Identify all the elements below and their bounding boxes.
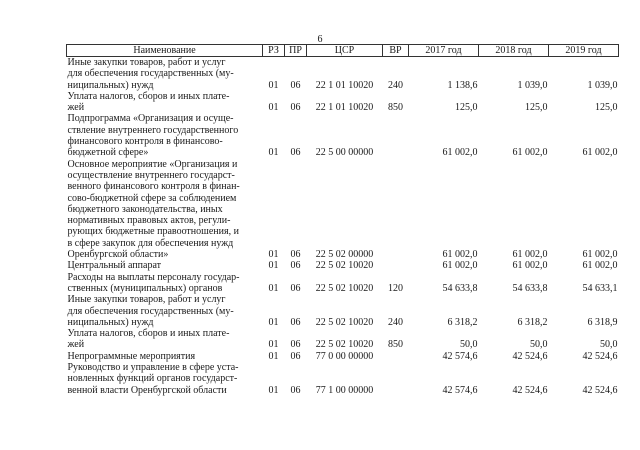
row-value-2019: 61 002,0 xyxy=(582,260,618,272)
row-value-2017: 42 574,6 xyxy=(442,384,478,396)
row-pr: 06 xyxy=(290,249,301,261)
row-pr: 06 xyxy=(290,339,301,351)
row-value-2019: 54 633,1 xyxy=(582,282,618,294)
row-value-2018: 61 002,0 xyxy=(512,249,548,261)
row-name-line: венного финансового контроля в финан- xyxy=(67,181,240,193)
row-name-line: Подпрограмма «Организация и осуще- xyxy=(67,113,234,125)
row-vr xyxy=(383,362,409,396)
row-name-cell xyxy=(67,113,263,158)
header-rz: РЗ xyxy=(263,45,285,57)
header-vr: ВР xyxy=(383,45,409,57)
header-2019: 2019 год xyxy=(549,45,619,57)
row-name-line: Основное мероприятие «Организация и xyxy=(67,158,238,170)
row-name-line: Непрограммные мероприятия xyxy=(67,350,196,362)
row-name-line: в сфере закупок для обеспечения нужд xyxy=(67,237,234,249)
table-row xyxy=(67,328,619,351)
header-2017: 2017 год xyxy=(409,45,479,57)
row-value-2019: 61 002,0 xyxy=(582,147,618,159)
table-row xyxy=(67,272,619,295)
row-name-line: ствление внутреннего государственного xyxy=(67,124,239,136)
row-value-2019: 1 039,0 xyxy=(587,79,618,91)
row-name-line: ниципальных) нужд xyxy=(67,316,154,328)
row-name-line: ственных (муниципальных) органов xyxy=(67,282,223,294)
row-name-cell xyxy=(67,57,263,91)
row-csr: 22 5 00 00000 xyxy=(315,147,374,159)
row-pr: 06 xyxy=(290,147,301,159)
row-vr xyxy=(383,113,409,158)
row-name-cell xyxy=(67,91,263,114)
table-row xyxy=(67,260,619,271)
row-name-cell xyxy=(67,294,263,328)
row-value-2019: 125,0 xyxy=(595,102,618,114)
row-value-2019: 42 524,6 xyxy=(582,384,618,396)
page-number: 6 xyxy=(317,34,323,45)
row-name-line: Иные закупки товаров, работ и услуг xyxy=(67,294,226,306)
row-name-line: венной власти Оренбургской области xyxy=(67,384,227,396)
row-name-line: Уплата налогов, сборов и иных плате- xyxy=(67,328,230,340)
row-value-2019: 61 002,0 xyxy=(582,249,618,261)
row-value-2019: 42 524,6 xyxy=(582,350,618,362)
row-name-line: бюджетного законодательства, иных xyxy=(67,203,223,215)
row-csr: 77 0 00 00000 xyxy=(315,350,374,362)
row-value-2018: 50,0 xyxy=(530,339,548,351)
row-name-cell xyxy=(67,260,263,271)
table-row xyxy=(67,294,619,328)
header-csr: ЦСР xyxy=(307,45,383,57)
row-name-line: сово-бюджетной сфере за соблюдением xyxy=(67,192,237,204)
row-vr xyxy=(383,159,409,261)
row-value-2017: 42 574,6 xyxy=(442,350,478,362)
row-value-2018: 42 524,6 xyxy=(512,350,548,362)
row-rz: 01 xyxy=(268,102,279,114)
row-name-line: бюджетной сфере» xyxy=(67,147,149,159)
row-value-2017: 1 138,6 xyxy=(447,79,478,91)
row-pr: 06 xyxy=(290,384,301,396)
row-name-line: Руководство и управление в сфере уста- xyxy=(67,362,239,374)
row-value-2018: 42 524,6 xyxy=(512,384,548,396)
row-name-line: Иные закупки товаров, работ и услуг xyxy=(67,57,226,68)
row-name-line: Расходы на выплаты персоналу государ- xyxy=(67,271,240,283)
row-name-line: Уплата налогов, сборов и иных плате- xyxy=(67,90,230,102)
row-value-2018: 1 039,0 xyxy=(517,79,548,91)
row-vr xyxy=(383,351,409,362)
row-rz: 01 xyxy=(268,249,279,261)
row-name-line: нормативных правовых актов, регули- xyxy=(67,215,231,227)
table-row xyxy=(67,91,619,114)
budget-table xyxy=(66,44,619,396)
row-csr: 22 5 02 10020 xyxy=(315,282,374,294)
row-csr: 22 5 02 00000 xyxy=(315,249,374,261)
row-rz: 01 xyxy=(268,316,279,328)
row-vr xyxy=(383,260,409,271)
row-pr: 06 xyxy=(290,350,301,362)
row-pr: 06 xyxy=(290,260,301,272)
row-name-line: рующих бюджетные правоотношения, и xyxy=(67,226,239,238)
row-csr: 22 1 01 10020 xyxy=(315,102,374,114)
row-name-cell xyxy=(67,351,263,362)
row-pr: 06 xyxy=(290,282,301,294)
row-csr: 22 5 02 10020 xyxy=(315,260,374,272)
row-vr: 850 xyxy=(388,102,403,114)
row-vr: 240 xyxy=(388,79,403,91)
row-pr: 06 xyxy=(290,316,301,328)
row-value-2017: 6 318,2 xyxy=(447,316,478,328)
row-value-2017: 50,0 xyxy=(460,339,478,351)
row-name-line: новленных функций органов государст- xyxy=(67,373,238,385)
row-value-2018: 125,0 xyxy=(525,102,548,114)
table-row xyxy=(67,351,619,362)
row-value-2019: 6 318,9 xyxy=(587,316,618,328)
row-name-line: для обеспечения государственных (му- xyxy=(67,305,234,317)
row-vr: 850 xyxy=(388,339,403,351)
row-csr: 22 5 02 10020 xyxy=(315,339,374,351)
table-row xyxy=(67,113,619,158)
table-body xyxy=(67,57,619,396)
header-pr: ПР xyxy=(285,45,307,57)
row-rz: 01 xyxy=(268,260,279,272)
row-csr: 22 1 01 10020 xyxy=(315,79,374,91)
row-vr: 240 xyxy=(388,316,403,328)
row-value-2017: 54 633,8 xyxy=(442,282,478,294)
row-name-cell xyxy=(67,328,263,351)
row-csr: 22 5 02 10020 xyxy=(315,316,374,328)
row-value-2017: 61 002,0 xyxy=(442,260,478,272)
row-value-2017: 125,0 xyxy=(455,102,478,114)
row-name-line: для обеспечения государственных (му- xyxy=(67,68,234,80)
row-pr: 06 xyxy=(290,79,301,91)
row-name-cell xyxy=(67,159,263,261)
row-name-line: Оренбургской области» xyxy=(67,249,169,261)
row-rz: 01 xyxy=(268,147,279,159)
row-value-2018: 61 002,0 xyxy=(512,260,548,272)
row-value-2017: 61 002,0 xyxy=(442,249,478,261)
table-row xyxy=(67,159,619,261)
row-rz: 01 xyxy=(268,350,279,362)
table-row xyxy=(67,57,619,91)
header-2018: 2018 год xyxy=(479,45,549,57)
row-csr: 77 1 00 00000 xyxy=(315,384,374,396)
row-value-2018: 61 002,0 xyxy=(512,147,548,159)
row-rz: 01 xyxy=(268,384,279,396)
row-value-2018: 54 633,8 xyxy=(512,282,548,294)
table-header-row xyxy=(67,45,619,57)
row-pr: 06 xyxy=(290,102,301,114)
row-name-line: жей xyxy=(67,102,85,114)
row-name-line: ниципальных) нужд xyxy=(67,79,154,91)
table-row xyxy=(67,362,619,396)
row-value-2018: 6 318,2 xyxy=(517,316,548,328)
row-name-line: Центральный аппарат xyxy=(67,260,162,272)
row-value-2019: 50,0 xyxy=(600,339,618,351)
row-name-cell xyxy=(67,272,263,295)
row-value-2017: 61 002,0 xyxy=(442,147,478,159)
row-rz: 01 xyxy=(268,339,279,351)
row-name-line: осуществление внутреннего государст- xyxy=(67,169,235,181)
header-name: Наименование xyxy=(67,45,263,57)
row-name-line: финансового контроля в финансово- xyxy=(67,136,223,148)
row-vr: 120 xyxy=(388,282,403,294)
row-name-cell xyxy=(67,362,263,396)
row-rz: 01 xyxy=(268,282,279,294)
row-rz: 01 xyxy=(268,79,279,91)
row-name-line: жей xyxy=(67,339,85,351)
